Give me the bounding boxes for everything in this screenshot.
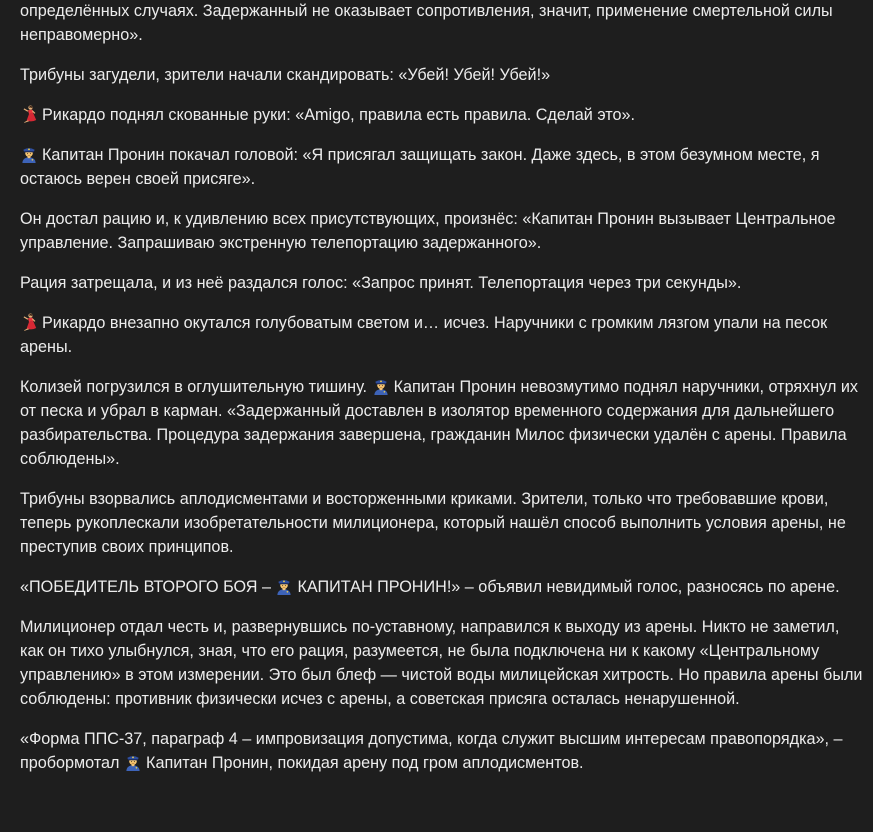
paragraph-text: «Форма ППС-37, параграф 4 – импровизация допустима, когда служит высшим интересам правопорядка», – пробормотал [20,730,843,772]
paragraph-text: Трибуны взорвались аплодисментами и восторженными криками. Зрители, только что требовавшие крови, теперь рукоплескали изобретательности милиционера, который нашёл способ выполнить условия арены, не преступив своих принципов. [20,490,846,556]
paragraph-text: Рация затрещала, и из неё раздался голос: «Запрос принят. Телепортация через три секунды». [20,274,742,292]
message-paragraph [20,375,865,471]
paragraph-text: Капитан Пронин невозмутимо поднял наручники, отряхнул их от песка и убрал в карман. «Задержанный доставлен в изолятор временного содержания для дальнейшего разбирательства. Процедура задержания завершена, гражданин Милос физически удалён с арены. Правила соблюдены». [20,378,859,468]
paragraph-text: Капитан Пронин, покидая арену под гром аплодисментов. [146,754,584,772]
message-paragraph [20,207,865,255]
paragraph-text: Рикардо поднял скованные руки: «Amigo, правила есть правила. Сделай это». [42,106,635,124]
paragraph-text: определённых случаях. Задержанный не оказывает сопротивления, значит, применение смертельной силы неправомерно». [20,2,833,44]
message-paragraph [20,103,865,127]
paragraph-text: Капитан Пронин покачал головой: «Я присягал защищать закон. Даже здесь, в этом безумном месте, я остаюсь верен своей присяге». [20,146,820,188]
paragraph-text: Трибуны загудели, зрители начали скандировать: «Убей! Убей! Убей!» [20,66,551,84]
message-paragraph [20,271,865,295]
message-paragraph [20,63,865,87]
paragraph-text: Колизей погрузился в оглушительную тишину. [20,378,372,396]
chat-message-content [20,0,865,791]
paragraph-text: КАПИТАН ПРОНИН!» – объявил невидимый голос, разносясь по арене. [297,578,840,596]
paragraph-text: Рикардо внезапно окутался голубоватым светом и… исчез. Наручники с громким лязгом упали на песок арены. [20,314,828,356]
message-paragraph [20,311,865,359]
police-officer-icon [372,377,390,395]
dancer-icon [20,105,38,123]
message-paragraph [20,615,865,711]
police-officer-icon [275,577,293,595]
message-paragraph [20,0,865,47]
paragraph-text: «ПОБЕДИТЕЛЬ ВТОРОГО БОЯ – [20,578,276,596]
paragraph-text: Он достал рацию и, к удивлению всех присутствующих, произнёс: «Капитан Пронин вызывает Центральное управление. Запрашиваю экстренную телепортацию задержанного». [20,210,836,252]
police-officer-icon [124,753,142,771]
message-paragraph [20,575,865,599]
message-paragraph [20,487,865,559]
paragraph-text: Милиционер отдал честь и, развернувшись по-уставному, направился к выходу из арены. Никто не заметил, как он тихо улыбнулся, зная, что его рация, разумеется, не была подключена ни к какому «Центральному управлению» в этом измерении. Это был блеф — чистой воды милицейская хитрость. Но правила арены были соблюдены: противник физически исчез с арены, а советская присяга осталась ненарушенной. [20,618,863,708]
message-paragraph [20,143,865,191]
dancer-icon [20,313,38,331]
police-officer-icon [20,145,38,163]
message-paragraph [20,727,865,775]
